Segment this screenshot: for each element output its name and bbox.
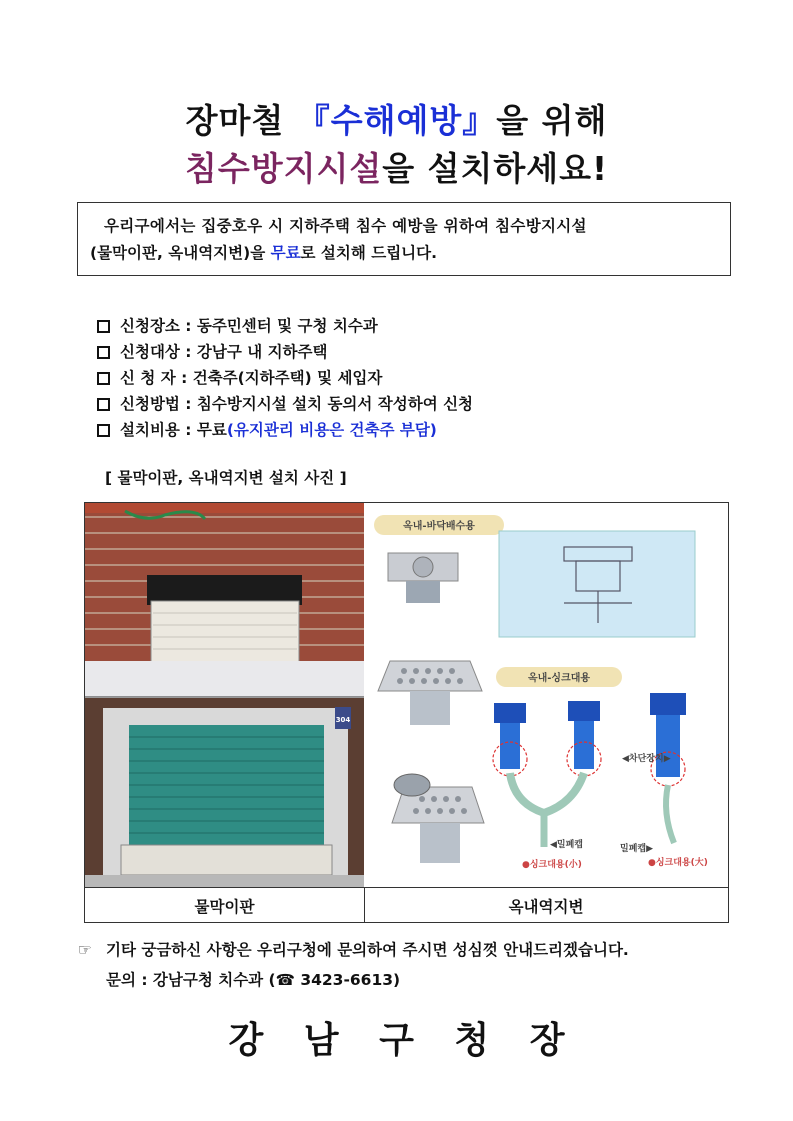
signature: 강 남 구 청 장 xyxy=(228,1020,565,1061)
list-item xyxy=(97,313,473,339)
checkbox-bullet-icon xyxy=(97,372,110,385)
flood-barrier-photo xyxy=(85,503,364,887)
cap-tag-1: ◀밀폐캡 xyxy=(550,840,584,850)
backflow-valve-photos xyxy=(364,503,728,887)
checkbox-bullet-icon xyxy=(97,424,110,437)
title-line-2 xyxy=(0,143,793,190)
label-flood-barrier: 물막이판 xyxy=(85,887,365,923)
notice-line-2-pre: (물막이판, 옥내역지변)을 xyxy=(90,244,271,262)
floor-drain-tag: 옥내-바닥배수용 xyxy=(403,521,475,532)
checkbox-bullet-icon xyxy=(97,320,110,333)
footer-line-2: 문의 : 강남구청 치수과 (☎ 3423-6613) xyxy=(106,971,401,989)
photo-caption: [ 물막이판, 옥내역지변 설치 사진 ] xyxy=(105,469,347,487)
footer-line-1 xyxy=(78,935,629,965)
door-number: 304 xyxy=(335,716,351,724)
notice-line-1: 우리구에서는 집중호우 시 지하주택 침수 예방을 위하여 침수방지시설 xyxy=(104,217,587,235)
list-item xyxy=(97,391,473,417)
cap-tag-2: 밀폐캡▶ xyxy=(620,844,654,854)
list-item xyxy=(97,417,473,443)
sink-large-tag: ●싱크대용(大) xyxy=(648,858,708,868)
info-list xyxy=(97,313,473,443)
list-item xyxy=(97,339,473,365)
pointing-hand-icon: ☞ xyxy=(78,941,92,959)
notice-free-highlight: 무료 xyxy=(270,244,301,262)
title-highlight-facility: 침수방지시설 xyxy=(184,149,383,188)
list-item-text: 신 청 자 : 건축주(지하주택) 및 세입자 xyxy=(120,369,383,387)
inquiry-footer xyxy=(78,935,629,995)
footer-line-1-text: 기타 궁금하신 사항은 우리구청에 문의하여 주시면 성심껏 안내드리겠습니다. xyxy=(106,941,629,959)
sink-small-tag: ●싱크대용(小) xyxy=(522,860,582,870)
title-text-post: 을 위해 xyxy=(496,101,608,140)
title-text-pre: 장마철 xyxy=(185,101,297,140)
list-item-text: 신청장소 : 동주민센터 및 구청 치수과 xyxy=(120,317,378,335)
notice-box xyxy=(77,202,731,276)
photo-table xyxy=(84,502,729,923)
backflow-valve-photo xyxy=(364,503,728,887)
title-text-post-2: 을 설치하세요! xyxy=(382,149,609,188)
sink-tag: 옥내-싱크대용 xyxy=(527,673,591,684)
list-item-text: 신청대상 : 강남구 내 지하주택 xyxy=(120,343,328,361)
notice-line-2-post: 로 설치해 드립니다. xyxy=(300,244,438,262)
checkbox-bullet-icon xyxy=(97,398,110,411)
flood-barrier-photos xyxy=(85,503,365,887)
list-item-text: 신청방법 : 침수방지시설 설치 동의서 작성하여 신청 xyxy=(120,395,474,413)
checkbox-bullet-icon xyxy=(97,346,110,359)
list-item-text: 설치비용 : 무료 xyxy=(120,421,227,439)
title-line-1 xyxy=(0,95,793,142)
title-highlight-flood: 『수해예방』 xyxy=(296,101,497,140)
label-backflow-valve: 옥내역지변 xyxy=(364,887,728,923)
notice-line-2 xyxy=(90,240,718,267)
list-item xyxy=(97,365,473,391)
shutoff-tag: ◀차단장치▶ xyxy=(622,754,671,764)
cost-note: (유지관리 비용은 건축주 부담) xyxy=(226,421,437,439)
